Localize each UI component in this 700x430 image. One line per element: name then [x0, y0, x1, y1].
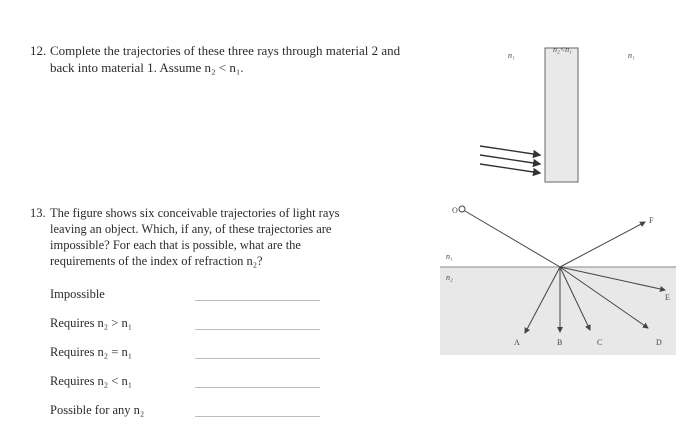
ray-label-d: D	[656, 338, 662, 347]
question-13-text-line2: leaving an object. Which, if any, of these trajectories are	[50, 222, 332, 236]
question-13-text-line4: requirements of the index of refraction n₂?	[50, 254, 263, 268]
q13-label-n2: n₂	[446, 273, 453, 282]
q12-label-right: n₁	[628, 51, 635, 60]
question-13-text-line3: impossible? For each that is possible, what are the	[50, 238, 301, 252]
ray-label-c: C	[597, 338, 603, 347]
question-12-text-line1: Complete the trajectories of these three rays through material 2 and	[50, 43, 401, 58]
option-impossible: Impossible	[50, 287, 105, 301]
ray-label-e: E	[665, 293, 670, 302]
ray-f	[560, 222, 645, 267]
ray-label-f: F	[649, 216, 654, 225]
ray-label-a: A	[514, 338, 520, 347]
incident-ray	[465, 211, 560, 267]
q12-label-left: n₁	[508, 51, 515, 60]
option-n2-equal: Requires n₂ = n₁	[50, 345, 133, 359]
q12-label-middle: n₂<n₁	[553, 45, 572, 54]
question-12-text-line2: back into material 1. Assume n₂ < n₁.	[50, 60, 244, 75]
object-point	[459, 206, 465, 212]
option-n2-less: Requires n₂ < n₁	[50, 374, 133, 388]
question-12-number: 12.	[30, 43, 47, 58]
question-13-text-line1: The figure shows six conceivable trajectories of light rays	[50, 206, 340, 220]
question-13-number: 13.	[30, 206, 46, 220]
ray-label-b: B	[557, 338, 563, 347]
option-n2-greater: Requires n₂ > n₁	[50, 316, 133, 330]
q13-label-n1: n₁	[446, 252, 453, 261]
option-any-n2: Possible for any n₂	[50, 403, 145, 417]
object-label: O	[452, 206, 458, 215]
